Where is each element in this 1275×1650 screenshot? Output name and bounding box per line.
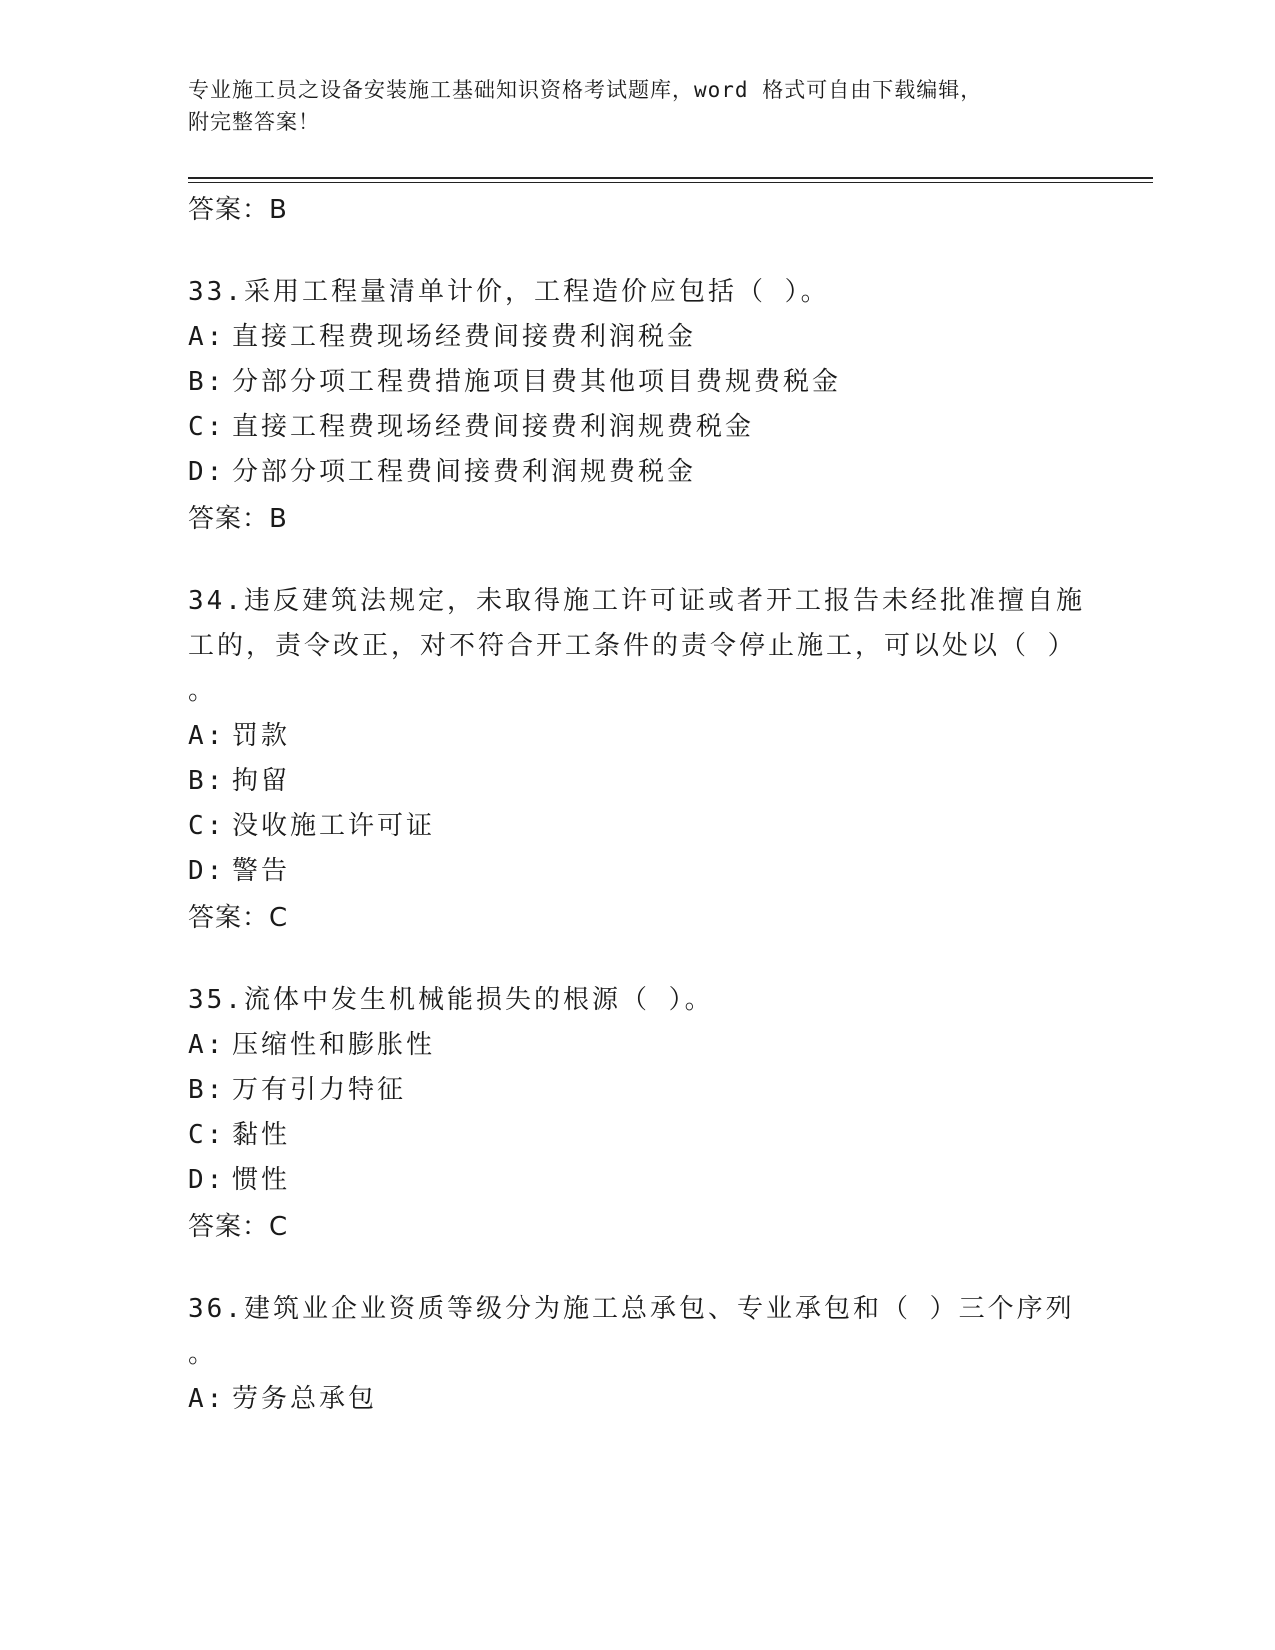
option-letter: D: <box>188 1165 226 1195</box>
document-header <box>188 74 1068 138</box>
option-letter: C: <box>188 811 226 841</box>
option-a <box>188 1023 1088 1068</box>
option-a <box>188 315 1088 360</box>
option-text: 惯性 <box>232 1165 291 1195</box>
option-letter: A: <box>188 1030 226 1060</box>
option-letter: B: <box>188 1075 226 1105</box>
option-c <box>188 804 1088 849</box>
option-a <box>188 1377 1088 1422</box>
option-letter: A: <box>188 1384 226 1414</box>
option-c <box>188 1113 1088 1158</box>
answer-line: 答案：C <box>188 1212 289 1242</box>
question-text: 33.采用工程量清单计价，工程造价应包括（ ）。 <box>188 277 830 307</box>
option-text: 劳务总承包 <box>232 1384 378 1414</box>
question-text-line: 34.违反建筑法规定，未取得施工许可证或者开工报告未经批准擅自施 <box>188 586 1085 616</box>
option-letter: D: <box>188 856 226 886</box>
option-text: 分部分项工程费间接费利润规费税金 <box>232 457 697 487</box>
question-35 <box>188 978 1088 1247</box>
question-text-line: 。 <box>188 676 218 706</box>
answer-line: 答案：C <box>188 903 289 933</box>
option-text: 分部分项工程费措施项目费其他项目费规费税金 <box>232 367 842 397</box>
option-letter: A: <box>188 721 226 751</box>
option-letter: B: <box>188 766 226 796</box>
question-36 <box>188 1287 1088 1422</box>
option-text: 拘留 <box>232 766 291 796</box>
option-letter: C: <box>188 1120 226 1150</box>
question-34 <box>188 579 1088 938</box>
option-text: 压缩性和膨胀性 <box>232 1030 436 1060</box>
option-d <box>188 450 1088 495</box>
option-c <box>188 405 1088 450</box>
option-text: 警告 <box>232 856 291 886</box>
question-text-line: 。 <box>188 1339 218 1369</box>
option-text: 罚款 <box>232 721 291 751</box>
header-divider-thick <box>188 177 1153 179</box>
option-letter: A: <box>188 322 226 352</box>
option-a <box>188 714 1088 759</box>
option-text: 没收施工许可证 <box>232 811 436 841</box>
question-list <box>188 190 1088 1422</box>
option-text: 黏性 <box>232 1120 291 1150</box>
answer-line: 答案：B <box>188 504 288 534</box>
option-b <box>188 1068 1088 1113</box>
option-text: 直接工程费现场经费间接费利润规费税金 <box>232 412 755 442</box>
option-d <box>188 849 1088 894</box>
header-line-2: 附完整答案！ <box>188 110 320 134</box>
question-33 <box>188 270 1088 539</box>
option-text: 万有引力特征 <box>232 1075 407 1105</box>
answer-line: 答案：B <box>188 195 288 225</box>
option-letter: B: <box>188 367 226 397</box>
option-b <box>188 759 1088 804</box>
option-letter: D: <box>188 457 226 487</box>
question-text-line: 36.建筑业企业资质等级分为施工总承包、专业承包和（ ）三个序列 <box>188 1294 1075 1324</box>
option-letter: C: <box>188 412 226 442</box>
option-b <box>188 360 1088 405</box>
question-text-line: 工的，责令改正，对不符合开工条件的责令停止施工，可以处以（ ） <box>188 631 1077 661</box>
option-text: 直接工程费现场经费间接费利润税金 <box>232 322 697 352</box>
question-text: 35.流体中发生机械能损失的根源（ ）。 <box>188 985 714 1015</box>
header-divider-thin <box>188 182 1153 183</box>
header-line-1: 专业施工员之设备安装施工基础知识资格考试题库，word 格式可自由下载编辑， <box>188 78 983 102</box>
option-d <box>188 1158 1088 1203</box>
